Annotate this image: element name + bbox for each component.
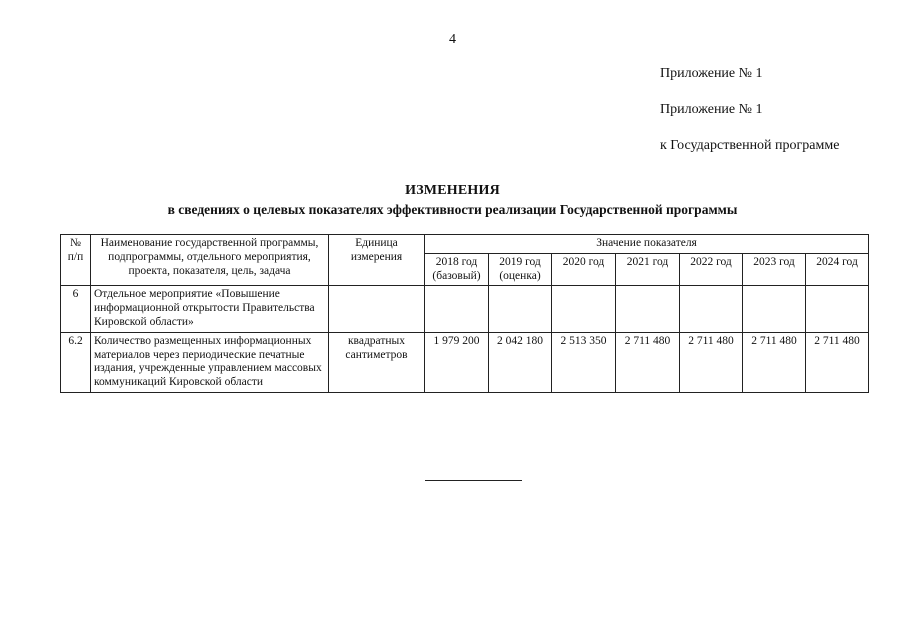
document-subtitle: в сведениях о целевых показателях эффективности реализации Государственной программы — [167, 202, 738, 217]
row-value: 1 979 200 — [425, 332, 489, 392]
footer-divider — [425, 480, 522, 481]
header-year: 2021 год — [616, 253, 680, 286]
header-unit: Единица измерения — [329, 235, 425, 286]
header-year: 2018 год (базовый) — [425, 253, 489, 286]
row-value: 2 042 180 — [489, 332, 552, 392]
row-name: Количество размещенных информационных материалов через периодические печатные издания, учрежденные управлением массовых коммуникаций Кировской области — [91, 332, 329, 392]
header-year: 2022 год — [680, 253, 743, 286]
header-values: Значение показателя — [425, 235, 869, 254]
row-value — [680, 286, 743, 332]
row-value: 2 711 480 — [806, 332, 869, 392]
header-year: 2023 год — [743, 253, 806, 286]
appendix-line-2: Приложение № 1 — [660, 102, 763, 117]
row-value — [489, 286, 552, 332]
row-value — [743, 286, 806, 332]
row-value: 2 513 350 — [552, 332, 616, 392]
row-num: 6.2 — [61, 332, 91, 392]
document-title: ИЗМЕНЕНИЯ — [405, 183, 500, 198]
row-value: 2 711 480 — [680, 332, 743, 392]
header-year: 2020 год — [552, 253, 616, 286]
indicators-table — [60, 234, 869, 393]
row-value — [806, 286, 869, 332]
row-value — [552, 286, 616, 332]
table-row — [61, 332, 869, 392]
row-value: 2 711 480 — [616, 332, 680, 392]
row-name: Отдельное мероприятие «Повышение информационной открытости Правительства Кировской области» — [91, 286, 329, 332]
header-year: 2019 год (оценка) — [489, 253, 552, 286]
appendix-line-1: Приложение № 1 — [660, 66, 763, 81]
page-number: 4 — [449, 32, 456, 47]
row-value — [425, 286, 489, 332]
row-value: 2 711 480 — [743, 332, 806, 392]
header-year: 2024 год — [806, 253, 869, 286]
row-num: 6 — [61, 286, 91, 332]
table-header-row — [61, 235, 869, 254]
header-name: Наименование государственной программы, подпрограммы, отдельного мероприятия, проекта, показателя, цель, задача — [91, 235, 329, 286]
appendix-line-3: к Государственной программе — [660, 138, 840, 153]
header-num: № п/п — [61, 235, 91, 286]
row-unit: квадратных сантиметров — [329, 332, 425, 392]
table-row — [61, 286, 869, 332]
row-value — [616, 286, 680, 332]
row-unit — [329, 286, 425, 332]
